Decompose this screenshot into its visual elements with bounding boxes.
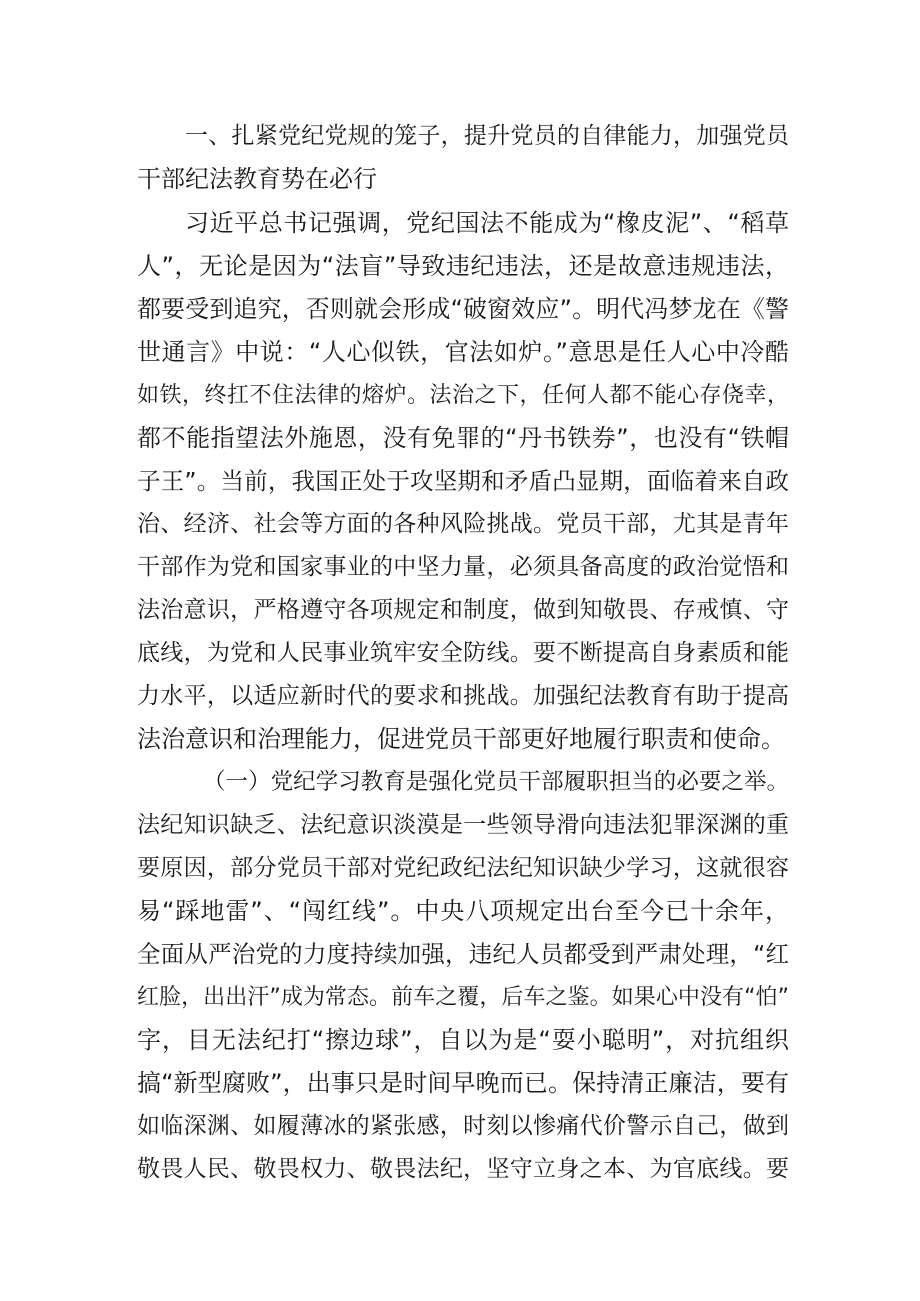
paragraph-line: 法治意识和治理能力，促进党员干部更好地履行职责和使命。: [137, 725, 785, 753]
paragraph-line: 要原因，部分党员干部对党纪政纪法纪知识缺少学习，这就很容: [137, 855, 789, 881]
paragraph-line: 力水平，以适应新时代的要求和挑战。加强纪法教育有助于提高: [137, 683, 789, 709]
paragraph-line: 世通言》中说：“人心似铁，官法如炉。”意思是任人心中冷酷: [137, 338, 789, 366]
paragraph-line: 如临深渊、如履薄冰的紧张感，时刻以惨痛代价警示自己，做到: [137, 1113, 789, 1139]
paragraph-line: 红脸，出出汗”成为常态。前车之覆，后车之鉴。如果心中没有“怕”: [137, 985, 789, 1010]
subsection-heading-line: （一）党纪学习教育是强化党员干部履职担当的必要之举。: [203, 769, 789, 795]
paragraph-line: 敬畏人民、敬畏权力、敬畏法纪，坚守立身之本、为官底线。要: [137, 1156, 789, 1182]
paragraph-line: 易“踩地雷”、“闯红线”。中央八项规定出台至今已十余年，: [137, 897, 789, 925]
paragraph-line: 底线，为党和人民事业筑牢安全防线。要不断提高自身素质和能: [137, 640, 789, 666]
paragraph-line: 法纪知识缺乏、法纪意识淡漠是一些领导滑向违法犯罪深渊的重: [137, 812, 789, 838]
paragraph-line: 子王”。当前，我国正处于攻坚期和矛盾凸显期，面临着来自政: [137, 467, 789, 495]
paragraph-line: 全面从严治党的力度持续加强，违纪人员都受到严肃处理，“红: [137, 940, 789, 968]
section-heading-line-2: 干部纪法教育势在必行: [137, 165, 377, 193]
paragraph-line: 都不能指望法外施恩，没有免罪的“丹书铁券”，也没有“铁帽: [137, 424, 789, 452]
paragraph-line: 法治意识，严格遵守各项规定和制度，做到知敬畏、存戒慎、守: [137, 597, 789, 623]
paragraph-line: 人”，无论是因为“法盲”导致违纪违法，还是故意违规违法，: [137, 252, 789, 280]
paragraph-line: 都要受到追究，否则就会形成“破窗效应”。明代冯梦龙在《警: [137, 295, 789, 323]
paragraph-line: 搞“新型腐败”，出事只是时间早晚而已。保持清正廉洁，要有: [137, 1069, 789, 1097]
paragraph-line: 如铁，终扛不住法律的熔炉。法治之下，任何人都不能心存侥幸，: [137, 383, 789, 408]
paragraph-line: 治、经济、社会等方面的各种风险挑战。党员干部，尤其是青年: [137, 511, 789, 537]
section-heading-line-1: 一、扎紧党纪党规的笼子，提升党员的自律能力，加强党员: [185, 123, 789, 149]
paragraph-line: 习近平总书记强调，党纪国法不能成为“橡皮泥”、“稻草: [185, 209, 789, 237]
paragraph-line: 字，目无法纪打“擦边球”，自以为是“耍小聪明”，对抗组织: [137, 1026, 789, 1054]
paragraph-line: 干部作为党和国家事业的中坚力量，必须具备高度的政治觉悟和: [137, 554, 789, 580]
